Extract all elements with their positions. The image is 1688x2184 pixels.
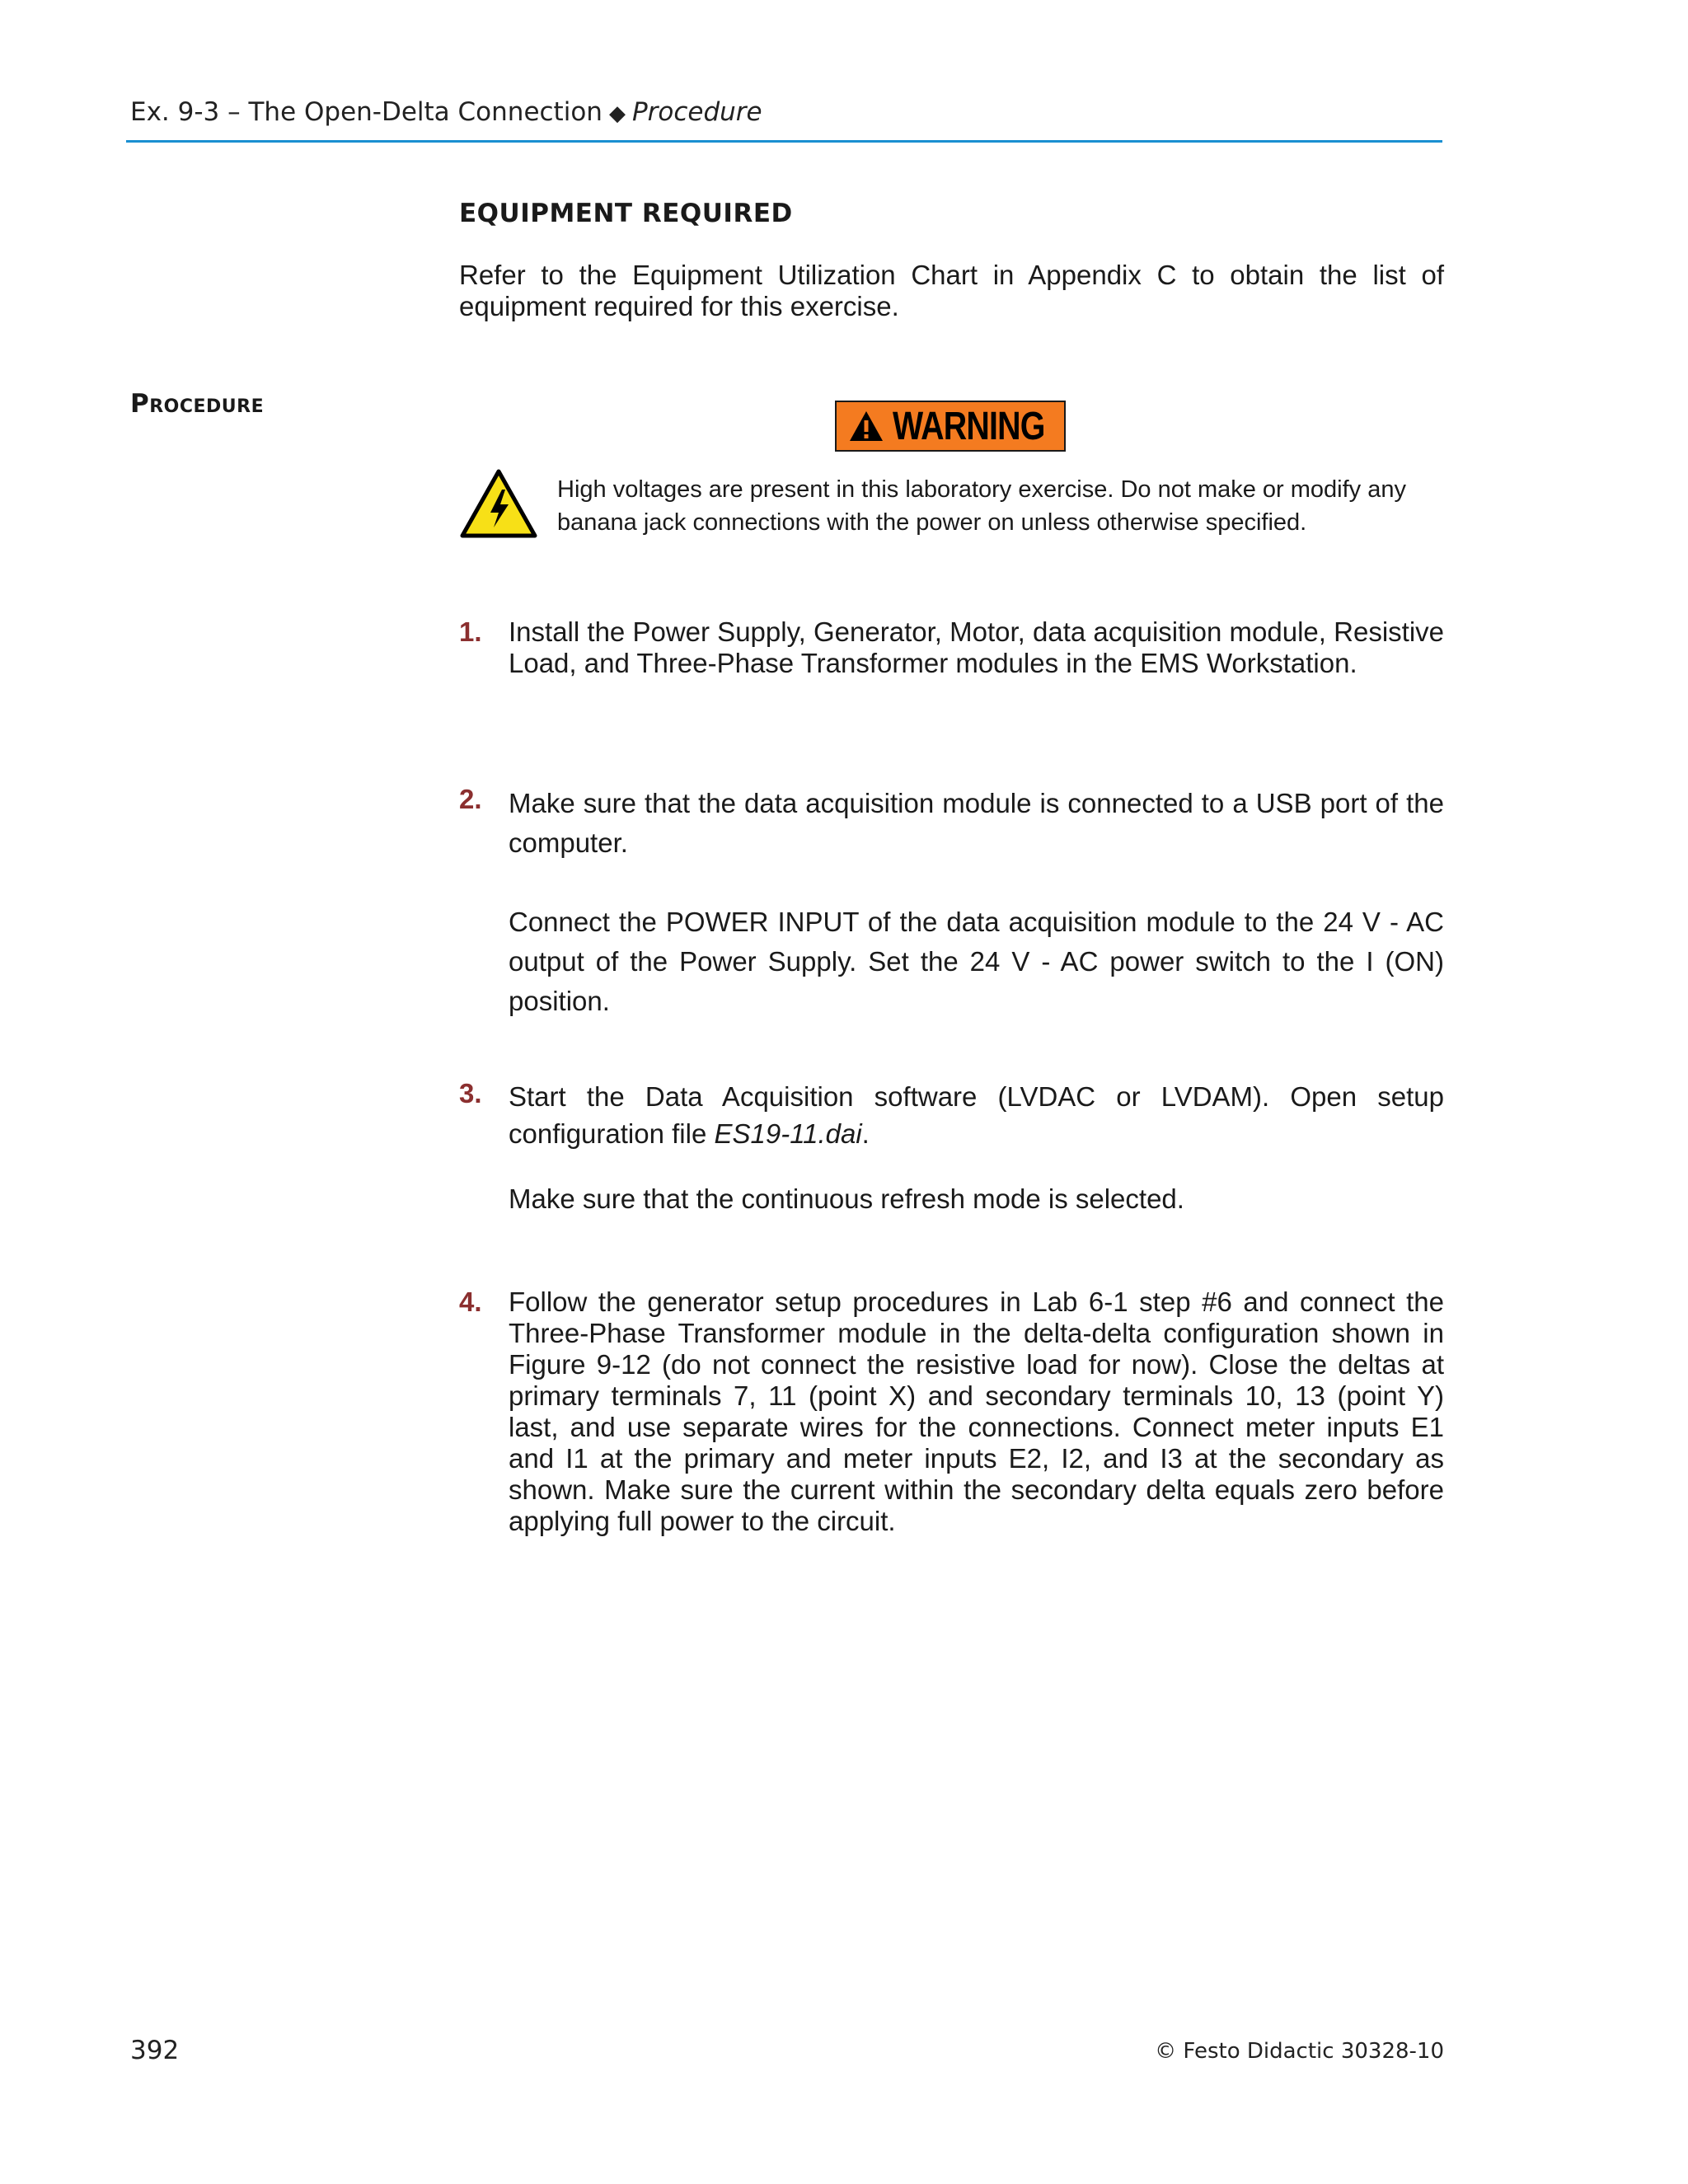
warning-text: High voltages are present in this laboratory exercise. Do not make or modify any banana jack connections with the power on unless otherwise specified.: [557, 476, 1406, 536]
step-text: Start the Data Acquisition software (LVDAC or LVDAM). Open setup configuration file: [509, 1081, 1444, 1149]
step-content: [509, 784, 1444, 1021]
header-chapter: Ex. 9-3 – The Open-Delta Connection: [130, 97, 603, 127]
header-rule: [126, 140, 1442, 143]
procedure-heading: Procedure: [130, 389, 265, 419]
page-number: 392: [130, 2036, 180, 2065]
step-number: 4.: [459, 1286, 482, 1317]
step-paragraph: Make sure that the continuous refresh mode is selected.: [509, 1183, 1184, 1214]
step-paragraph: [509, 1078, 1444, 1152]
step-number: 1.: [459, 616, 482, 647]
step-content: [509, 1286, 1444, 1537]
step-content: [509, 1078, 1444, 1215]
step-paragraph: Make sure that the data acquisition module is connected to a USB port of the computer.: [509, 788, 1444, 858]
equipment-heading: EQUIPMENT REQUIRED: [459, 199, 793, 228]
copyright: © Festo Didactic 30328-10: [1155, 2039, 1444, 2064]
setup-file-name: ES19-11.dai: [714, 1118, 862, 1149]
step-number: 3.: [459, 1078, 482, 1108]
step-content: [509, 616, 1444, 679]
running-header: [130, 97, 762, 127]
high-voltage-icon: [459, 468, 538, 539]
warning-triangle-icon: [848, 410, 884, 443]
equipment-text: Refer to the Equipment Utilization Chart in Appendix C to obtain the list of equipment required for this exercise.: [459, 260, 1444, 321]
step-paragraph: Connect the POWER INPUT of the data acquisition module to the 24 V - AC output of the Power Supply. Set the 24 V - AC power switch to the I (ON) position.: [509, 907, 1444, 1016]
step-text: .: [861, 1118, 870, 1149]
step-paragraph: Install the Power Supply, Generator, Motor, data acquisition module, Resistive Load, and Three-Phase Transformer modules in the EMS Workstation.: [509, 616, 1444, 678]
step-number: 2.: [459, 784, 482, 814]
step-paragraph: Follow the generator setup procedures in Lab 6-1 step #6 and connect the Three-Phase Transformer module in the delta-delta configuration shown in Figure 9-12 (do not connect the resistive load for now). Close the deltas at primary terminals 7, 11 (point X) and secondary terminals 10, 13 (point Y) last, and use separate wires for the connections. Connect meter inputs E1 and I1 at the primary and meter inputs E2, I2, and I3 at the secondary as shown. Make sure the current within the secondary delta equals zero before applying full power to the circuit.: [509, 1286, 1444, 1536]
header-separator: ◆: [608, 101, 626, 126]
warning-banner: [835, 401, 1066, 452]
warning-label: WARNING: [892, 404, 1044, 448]
header-section: Procedure: [631, 97, 762, 127]
